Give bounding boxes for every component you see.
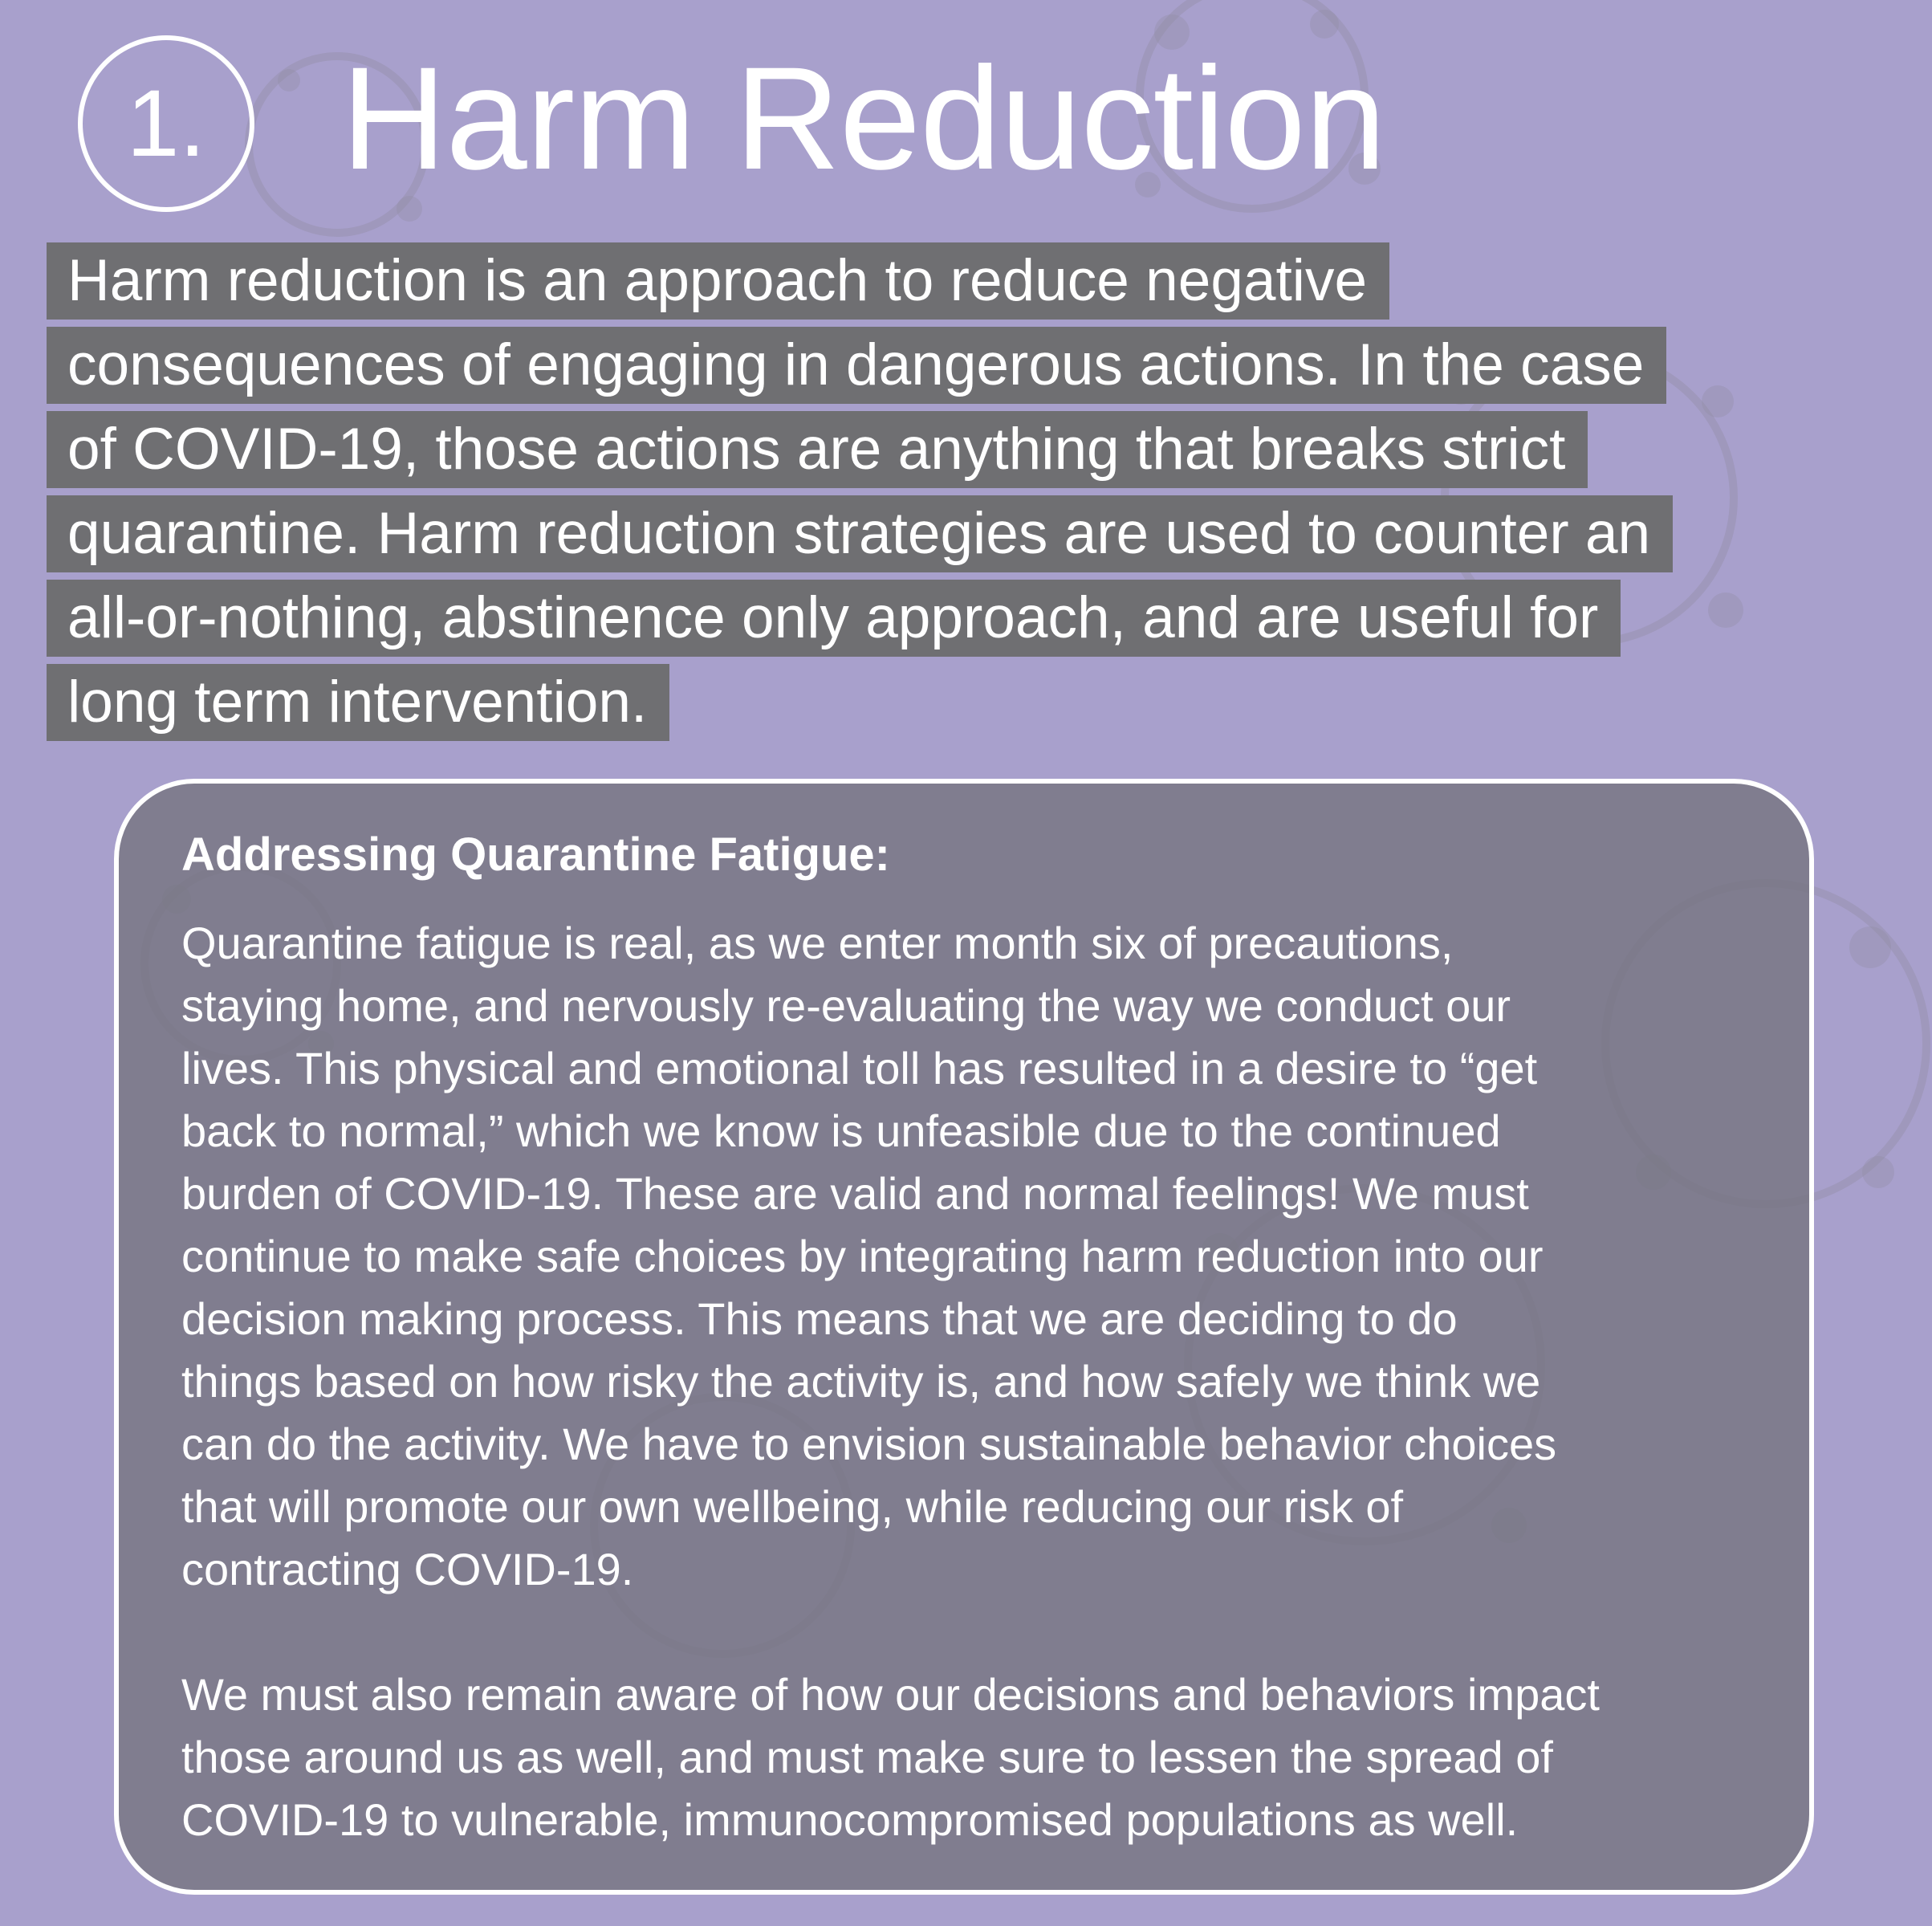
card-line: decision making process. This means that we are deciding to do (181, 1293, 1458, 1344)
card-line: continue to make safe choices by integrating harm reduction into our (181, 1230, 1544, 1281)
intro-line: Harm reduction is an approach to reduce negative (47, 242, 1389, 320)
card-line: back to normal,” which we know is unfeasible due to the continued (181, 1105, 1501, 1156)
intro-line: quarantine. Harm reduction strategies are used to counter an (47, 495, 1673, 572)
quarantine-fatigue-card (114, 779, 1814, 1895)
intro-line: long term intervention. (47, 664, 669, 741)
intro-line: consequences of engaging in dangerous actions. In the case (47, 327, 1666, 404)
card-line: Quarantine fatigue is real, as we enter month six of precautions, (181, 917, 1454, 968)
card-line: contracting COVID-19. (181, 1543, 634, 1594)
card-heading: Addressing Quarantine Fatigue: (181, 829, 890, 881)
card-line: can do the activity. We have to envision sustainable behavior choices (181, 1418, 1557, 1469)
card-line: lives. This physical and emotional toll has resulted in a desire to “get (181, 1042, 1538, 1093)
intro-line: of COVID-19, those actions are anything that breaks strict (47, 411, 1588, 488)
card-line: things based on how risky the activity is, and how safely we think we (181, 1355, 1541, 1407)
intro-paragraph (47, 242, 1917, 748)
card-line: those around us as well, and must make sure to lessen the spread of (181, 1731, 1553, 1782)
card-paragraph-1 (181, 912, 1753, 1601)
intro-line: all-or-nothing, abstinence only approach, and are useful for (47, 580, 1621, 657)
card-line: that will promote our own wellbeing, while reducing our risk of (181, 1480, 1404, 1532)
card-line: burden of COVID-19. These are valid and normal feelings! We must (181, 1167, 1529, 1219)
card-line: We must also remain aware of how our decisions and behaviors impact (181, 1668, 1600, 1720)
section-number-badge (78, 35, 254, 212)
card-line: staying home, and nervously re-evaluating the way we conduct our (181, 979, 1511, 1031)
card-line: COVID-19 to vulnerable, immunocompromised populations as well. (181, 1794, 1519, 1845)
card-paragraph-2 (181, 1663, 1753, 1851)
section-number: 1. (126, 71, 206, 177)
page-title: Harm Reduction (341, 36, 1385, 200)
